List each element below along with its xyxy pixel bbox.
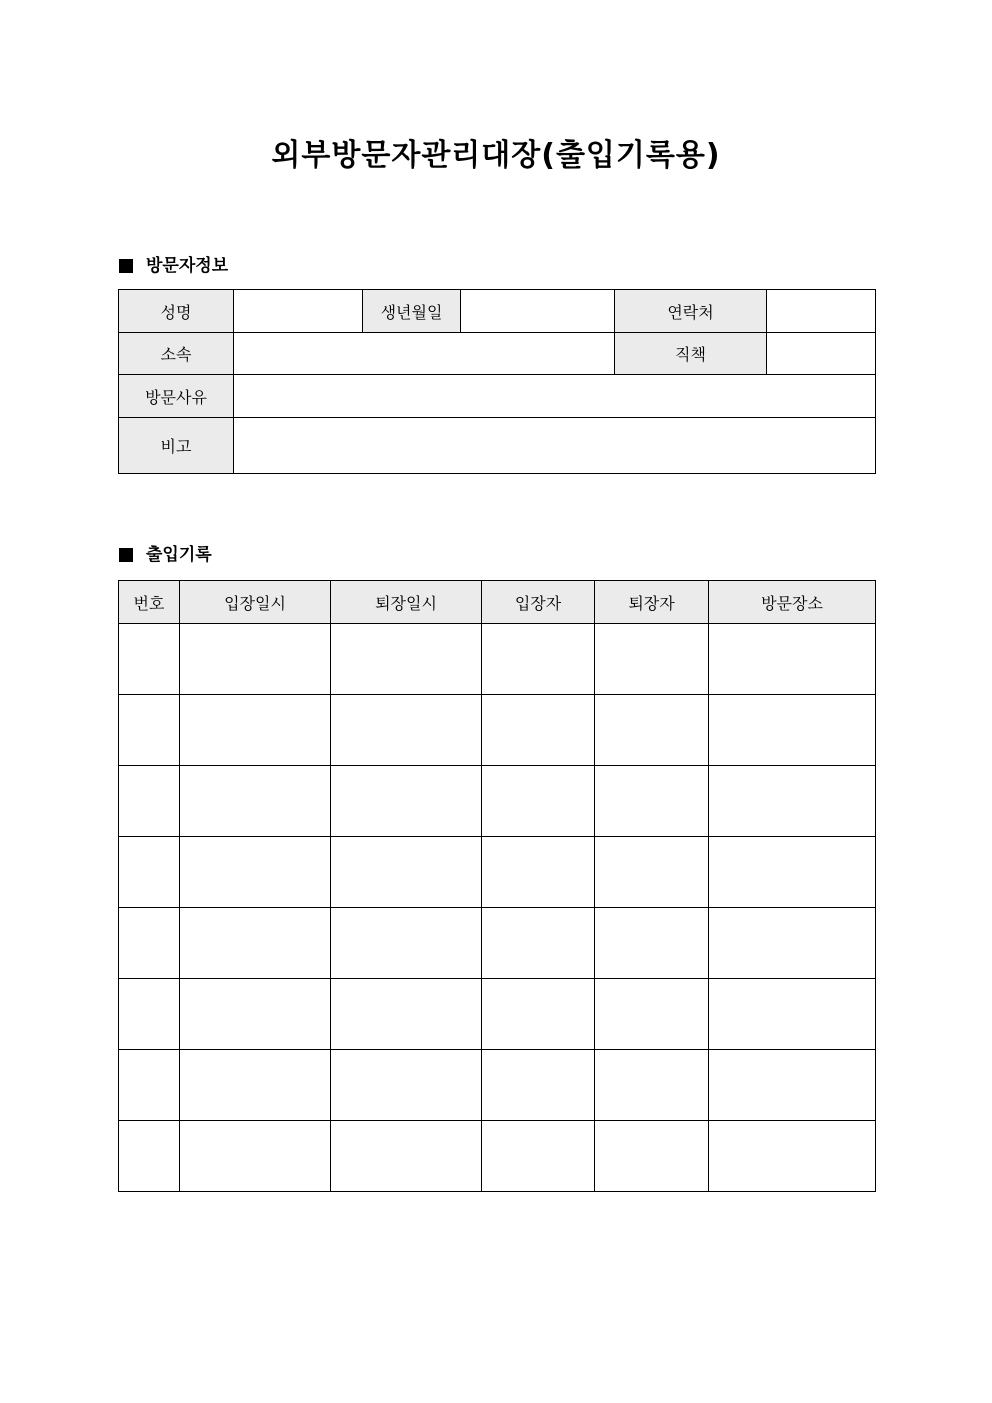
col-header-exiter: 퇴장자 [595, 581, 709, 624]
cell-exit-time[interactable] [331, 1050, 482, 1121]
table-row [119, 624, 876, 695]
cell-number[interactable] [119, 1050, 180, 1121]
position-field[interactable] [767, 333, 876, 375]
table-row [119, 837, 876, 908]
access-log-table [118, 580, 876, 1192]
cell-entrant[interactable] [482, 908, 595, 979]
cell-exit-time[interactable] [331, 837, 482, 908]
info-row-affiliation [119, 333, 876, 375]
reason-label: 방문사유 [119, 375, 234, 418]
name-field[interactable] [234, 290, 363, 333]
table-row [119, 766, 876, 837]
col-header-visit-place: 방문장소 [709, 581, 876, 624]
cell-visit-place[interactable] [709, 695, 876, 766]
position-label: 직책 [615, 333, 767, 375]
cell-entrant[interactable] [482, 1121, 595, 1192]
cell-number[interactable] [119, 695, 180, 766]
col-header-entrant: 입장자 [482, 581, 595, 624]
page-title: 외부방문자관리대장(출입기록용) [271, 138, 721, 173]
remarks-field[interactable] [234, 418, 876, 474]
cell-entrant[interactable] [482, 766, 595, 837]
cell-visit-place[interactable] [709, 1121, 876, 1192]
cell-entrant[interactable] [482, 837, 595, 908]
col-header-number: 번호 [119, 581, 180, 624]
name-label: 성명 [119, 290, 234, 333]
visitor-info-heading-text: 방문자정보 [146, 256, 229, 276]
cell-entrant[interactable] [482, 1050, 595, 1121]
visitor-info-heading [119, 255, 228, 277]
col-header-entry-time: 입장일시 [180, 581, 331, 624]
cell-entrant[interactable] [482, 624, 595, 695]
cell-exiter[interactable] [595, 1050, 709, 1121]
cell-visit-place[interactable] [709, 1050, 876, 1121]
affiliation-label: 소속 [119, 333, 234, 375]
info-row-reason [119, 375, 876, 418]
cell-exit-time[interactable] [331, 695, 482, 766]
cell-exit-time[interactable] [331, 979, 482, 1050]
cell-exiter[interactable] [595, 908, 709, 979]
cell-visit-place[interactable] [709, 979, 876, 1050]
cell-entry-time[interactable] [180, 624, 331, 695]
cell-exit-time[interactable] [331, 624, 482, 695]
cell-visit-place[interactable] [709, 624, 876, 695]
cell-exit-time[interactable] [331, 766, 482, 837]
cell-entry-time[interactable] [180, 1121, 331, 1192]
access-log-heading [119, 544, 212, 566]
reason-field[interactable] [234, 375, 876, 418]
cell-number[interactable] [119, 837, 180, 908]
cell-exiter[interactable] [595, 1121, 709, 1192]
cell-entry-time[interactable] [180, 695, 331, 766]
remarks-label: 비고 [119, 418, 234, 474]
cell-entrant[interactable] [482, 979, 595, 1050]
cell-exiter[interactable] [595, 979, 709, 1050]
cell-number[interactable] [119, 624, 180, 695]
cell-number[interactable] [119, 766, 180, 837]
table-row [119, 908, 876, 979]
access-log-heading-text: 출입기록 [146, 545, 212, 565]
cell-entry-time[interactable] [180, 1050, 331, 1121]
cell-entrant[interactable] [482, 695, 595, 766]
cell-visit-place[interactable] [709, 766, 876, 837]
contact-field[interactable] [767, 290, 876, 333]
cell-visit-place[interactable] [709, 837, 876, 908]
square-bullet-icon [119, 259, 133, 273]
table-row [119, 1121, 876, 1192]
cell-exiter[interactable] [595, 766, 709, 837]
table-row [119, 1050, 876, 1121]
cell-number[interactable] [119, 1121, 180, 1192]
col-header-exit-time: 퇴장일시 [331, 581, 482, 624]
table-row [119, 979, 876, 1050]
cell-entry-time[interactable] [180, 908, 331, 979]
log-header-row [119, 581, 876, 624]
cell-entry-time[interactable] [180, 979, 331, 1050]
visitor-info-table [118, 289, 876, 474]
info-row-name [119, 290, 876, 333]
table-row [119, 695, 876, 766]
cell-exiter[interactable] [595, 837, 709, 908]
cell-number[interactable] [119, 908, 180, 979]
cell-visit-place[interactable] [709, 908, 876, 979]
cell-exiter[interactable] [595, 624, 709, 695]
affiliation-field[interactable] [234, 333, 615, 375]
birthdate-label: 생년월일 [363, 290, 461, 333]
cell-number[interactable] [119, 979, 180, 1050]
cell-entry-time[interactable] [180, 837, 331, 908]
cell-exit-time[interactable] [331, 1121, 482, 1192]
info-row-remarks [119, 418, 876, 474]
contact-label: 연락처 [615, 290, 767, 333]
square-bullet-icon [119, 548, 133, 562]
birthdate-field[interactable] [461, 290, 615, 333]
cell-entry-time[interactable] [180, 766, 331, 837]
cell-exiter[interactable] [595, 695, 709, 766]
cell-exit-time[interactable] [331, 908, 482, 979]
